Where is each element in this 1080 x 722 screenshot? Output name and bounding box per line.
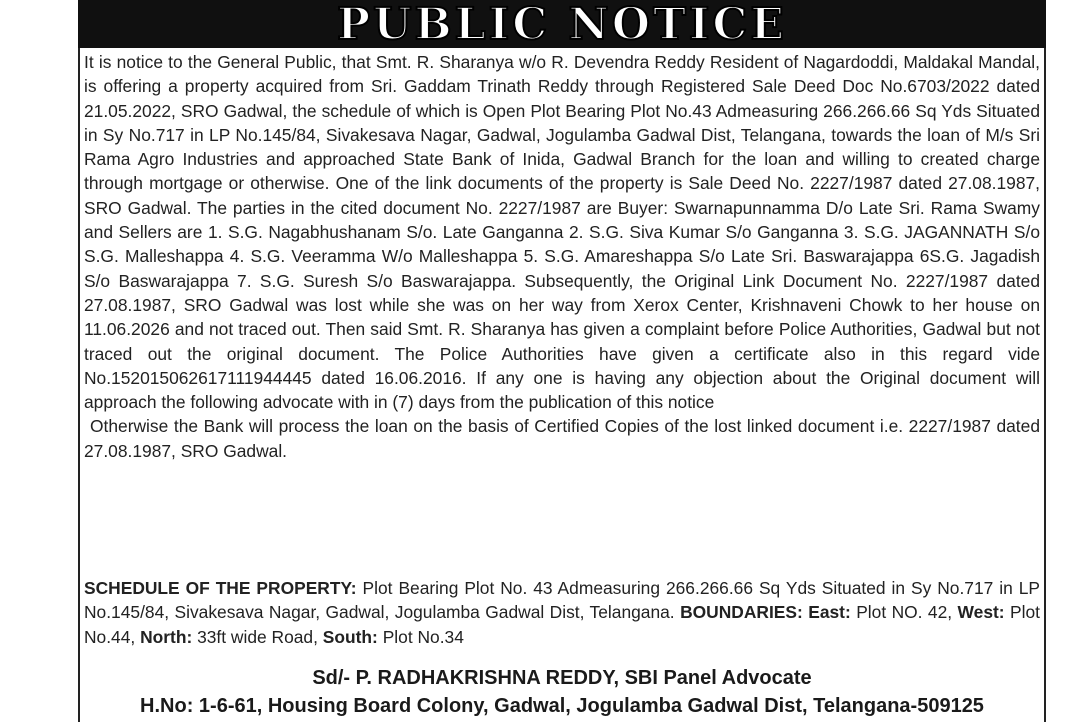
east-label: East: [808,602,851,623]
south-value: Plot No.34 [382,626,464,647]
schedule-label: SCHEDULE OF THE PROPERTY: [84,578,357,598]
notice-body [84,50,1040,463]
north-value: 33ft wide Road, [197,626,318,647]
advocate-signature: Sd/- P. RADHAKRISHNA REDDY, SBI Panel Advocate [312,667,812,689]
schedule-text: Plot Bearing Plot No. 43 Admeasuring 266.266.66 Sq Yds Situated in Sy No.717 in LP No.145/84, Sivakesava Nagar, Gadwal, Jogulamba Gadwal Dist, Telangana. [84,578,1040,623]
notice-body-paragraph: It is notice to the General Public, that Smt. R. Sharanya w/o R. Devendra Reddy Resident of Nagardoddi, Maldakal Mandal, is offering a property acquired from Sri. Gaddam Trinath Reddy through Registered Sale Deed Doc No.6703/2022 dated 21.05.2022, SRO Gadwal, the schedule of which is Open Plot Bearing Plot No.43 Admeasuring 266.266.66 Sq Yds Situated in Sy No.717 in LP No.145/84, Sivakesava Nagar, Gadwal, Jogulamba Gadwal Dist, Telangana, towards the loan of M/s Sri Rama Agro Industries and approached State Bank of Inida, Gadwal Branch for the loan and willing to created charge through mortgage or otherwise. One of the link documents of the property is Sale Deed No. 2227/1987 dated 27.08.1987, SRO Gadwal. The parties in the cited document No. 2227/1987 are Buyer: Swarnapunnamma D/o Late Sri. Rama Swamy and Sellers are 1. S.G. Nagabhushanam S/o. Late Ganganna 2. S.G. Siva Kumar S/o Ganganna 3. S.G. JAGANNATH S/o S.G. Malleshappa 4. S.G. Veeramma W/o Malleshappa 5. S.G. Amareshappa S/o Late Sri. Baswarajappa 6S.G. Jagadish S/o Baswarajappa 7. S.G. Suresh S/o Baswarajappa. Subsequently, the Original Link Document No. 2227/1987 dated 27.08.1987, SRO Gadwal was lost while she was on her way from Xerox Center, Krishnaveni Chowk to her house on 11.06.2026 and not traced out. Then said Smt. R. Sharanya has given a complaint before Police Authorities, Gadwal but not traced out the original document. The Police Authorities have given a certificate also in this regard vide No.152015062617111944445 dated 16.06.2016. If any one is having any objection about the Original document will approach the following advocate with in (7) days from the publication of this notice [84,52,1040,413]
property-schedule [84,576,1040,649]
notice-title: PUBLIC NOTICE [337,0,787,50]
west-value: Plot No.44, [84,602,1040,647]
notice-body-paragraph-2: Otherwise the Bank will process the loan on the basis of Certified Copies of the lost linked document i.e. 2227/1987 dated 27.08.1987, SRO Gadwal. [84,416,1040,461]
advocate-address: H.No: 1-6-61, Housing Board Colony, Gadwal, Jogulamba Gadwal Dist, Telangana-509125 [140,695,984,717]
boundaries-label: BOUNDARIES: [680,602,803,623]
west-label: West: [957,602,1005,623]
east-value: Plot NO. 42, [856,602,953,623]
north-label: North: [140,626,193,647]
south-label: South: [322,626,378,647]
